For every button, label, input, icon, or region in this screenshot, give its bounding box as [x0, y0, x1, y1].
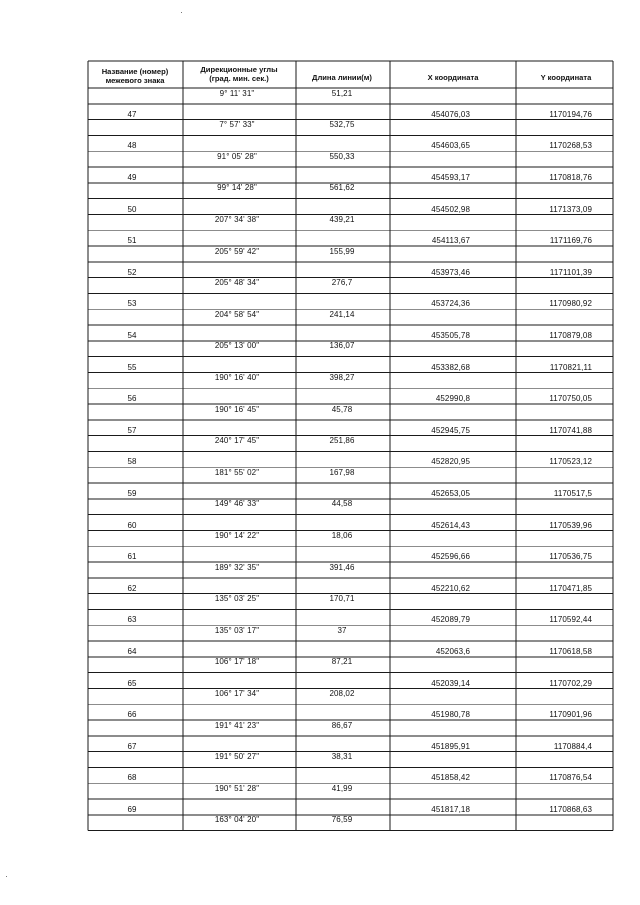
cell-point-number: 60: [127, 520, 137, 530]
cell-x-coordinate: 454502,98: [431, 204, 470, 214]
cell-line-length: 51,21: [331, 88, 353, 98]
cell-y-coordinate: 1170618,58: [549, 647, 592, 656]
cell-point-number: 62: [127, 583, 137, 593]
cell-line-length: 37: [337, 625, 347, 635]
cell-direction-angle: 190° 16' 45": [214, 404, 260, 414]
cell-point-number: 63: [127, 615, 137, 625]
cell-direction-angle: 190° 51' 28": [214, 783, 260, 793]
cell-line-length: 136,07: [329, 341, 355, 351]
cell-point-number: 55: [127, 362, 137, 372]
cell-y-coordinate: 1170702,29: [549, 678, 592, 688]
cell-y-coordinate: 1170868,63: [549, 805, 592, 814]
cell-direction-angle: 189° 32' 35": [214, 562, 260, 572]
cell-direction-angle: 9° 11' 31": [219, 88, 255, 98]
cell-x-coordinate: 452820,95: [431, 457, 470, 467]
cell-line-length: 532,75: [329, 120, 355, 130]
cell-point-number: 65: [127, 678, 137, 688]
cell-direction-angle: 190° 14' 22": [214, 530, 260, 540]
cell-y-coordinate: 1170879,08: [549, 331, 592, 340]
cell-point-number: 47: [127, 109, 137, 119]
cell-y-coordinate: 1170821,11: [549, 362, 592, 372]
cell-line-length: 170,71: [329, 594, 355, 604]
header-angle-line1: Дирекционные углы: [200, 65, 278, 74]
cell-x-coordinate: 451895,91: [431, 741, 470, 751]
cell-y-coordinate: 1170901,96: [549, 710, 592, 720]
cell-point-number: 52: [127, 267, 137, 277]
cell-x-coordinate: 452614,43: [431, 520, 470, 530]
cell-y-coordinate: 1171169,76: [549, 236, 592, 246]
cell-y-coordinate: 1170539,96: [549, 520, 592, 530]
cell-direction-angle: 163° 04' 20": [214, 815, 260, 825]
cell-line-length: 276,7: [331, 278, 353, 288]
cell-x-coordinate: 452596,66: [431, 552, 470, 562]
header-name: [92, 67, 178, 85]
cell-x-coordinate: 453505,78: [431, 331, 470, 340]
cell-y-coordinate: 1171373,09: [549, 204, 592, 214]
cell-y-coordinate: 1170471,85: [549, 583, 592, 593]
cell-line-length: 76,59: [331, 815, 353, 825]
cell-line-length: 87,21: [331, 657, 353, 667]
cell-y-coordinate: 1170536,75: [549, 552, 592, 562]
cell-point-number: 64: [127, 647, 137, 656]
cell-line-length: 398,27: [329, 372, 355, 382]
cell-direction-angle: 99° 14' 28": [217, 183, 257, 193]
cell-point-number: 69: [127, 805, 137, 814]
cell-point-number: 58: [127, 457, 137, 467]
cell-x-coordinate: 452653,05: [431, 489, 470, 498]
cell-point-number: 59: [127, 489, 137, 498]
cell-x-coordinate: 451817,18: [431, 805, 470, 814]
cell-direction-angle: 135° 03' 25": [214, 594, 260, 604]
header-length: Длина линии(м): [312, 73, 372, 82]
cell-line-length: 41,99: [331, 783, 353, 793]
header-angle-line2: (град. мин. сек.): [209, 74, 269, 83]
cell-x-coordinate: 453382,68: [431, 362, 470, 372]
cell-point-number: 66: [127, 710, 137, 720]
cell-line-length: 391,46: [329, 562, 355, 572]
cell-y-coordinate: 1170980,92: [549, 299, 592, 309]
cell-point-number: 54: [127, 331, 137, 340]
cell-x-coordinate: 452063,6: [435, 647, 470, 656]
cell-line-length: 208,02: [329, 688, 355, 698]
cell-y-coordinate: 1170818,76: [549, 173, 592, 182]
cell-y-coordinate: 1170876,54: [549, 773, 592, 783]
cell-x-coordinate: 452990,8: [435, 394, 470, 404]
cell-direction-angle: 205° 13' 00": [214, 341, 260, 351]
cell-direction-angle: 205° 48' 34": [214, 278, 260, 288]
cell-x-coordinate: 452039,14: [431, 678, 470, 688]
cell-point-number: 50: [127, 204, 137, 214]
cell-direction-angle: 191° 50' 27": [214, 752, 260, 762]
cell-point-number: 51: [127, 236, 137, 246]
cell-line-length: 167,98: [329, 467, 355, 477]
cell-x-coordinate: 451858,42: [431, 773, 470, 783]
cell-direction-angle: 205° 59' 42": [214, 246, 260, 256]
cell-line-length: 155,99: [329, 246, 355, 256]
header-angle: [184, 65, 294, 83]
cell-x-coordinate: 452210,62: [431, 583, 470, 593]
cell-line-length: 439,21: [329, 214, 355, 224]
cell-direction-angle: 149° 46' 33": [214, 499, 260, 509]
header-y: Y координата: [540, 73, 592, 82]
cell-y-coordinate: 1170592,44: [549, 615, 592, 625]
header-name-line2: межевого знака: [105, 76, 165, 85]
cell-direction-angle: 240° 17' 45": [214, 436, 260, 446]
cell-y-coordinate: 1170523,12: [549, 457, 592, 467]
cell-x-coordinate: 452089,79: [431, 615, 470, 625]
cell-x-coordinate: 453973,46: [431, 267, 470, 277]
cell-line-length: 241,14: [329, 309, 355, 319]
cell-y-coordinate: 1170750,05: [549, 394, 592, 404]
cell-x-coordinate: 451980,78: [431, 710, 470, 720]
cell-direction-angle: 191° 41' 23": [214, 720, 260, 730]
cell-line-length: 550,33: [329, 151, 355, 161]
cell-point-number: 67: [127, 741, 137, 751]
cell-point-number: 57: [127, 425, 137, 435]
cell-line-length: 561,62: [329, 183, 355, 193]
cell-x-coordinate: 452945,75: [431, 425, 470, 435]
scan-speck: [6, 876, 7, 877]
cell-direction-angle: 135° 03' 17": [214, 625, 260, 635]
cell-y-coordinate: 1170268,53: [549, 141, 592, 151]
cell-x-coordinate: 453724,36: [431, 299, 470, 309]
cell-x-coordinate: 454076,03: [431, 109, 470, 119]
cell-direction-angle: 207° 34' 38": [214, 214, 260, 224]
cell-y-coordinate: 1170884,4: [553, 741, 592, 751]
header-x: X координата: [427, 73, 479, 82]
cell-x-coordinate: 454593,17: [431, 173, 470, 182]
scan-speck: [181, 12, 182, 13]
cell-line-length: 251,86: [329, 436, 355, 446]
cell-point-number: 48: [127, 141, 137, 151]
cell-x-coordinate: 454603,65: [431, 141, 470, 151]
cell-line-length: 38,31: [331, 752, 353, 762]
cell-point-number: 68: [127, 773, 137, 783]
cell-direction-angle: 7° 57' 33": [219, 120, 255, 130]
cell-direction-angle: 181° 55' 02": [214, 467, 260, 477]
cell-line-length: 18,06: [331, 530, 353, 540]
cell-direction-angle: 190° 16' 40": [214, 372, 260, 382]
cell-point-number: 61: [127, 552, 137, 562]
cell-direction-angle: 91° 05' 28": [217, 151, 257, 161]
cell-direction-angle: 204° 58' 54": [214, 309, 260, 319]
cell-direction-angle: 106° 17' 34": [214, 688, 260, 698]
cell-y-coordinate: 1171101,39: [549, 267, 592, 277]
cell-y-coordinate: 1170194,76: [549, 109, 592, 119]
cell-y-coordinate: 1170517,5: [553, 489, 592, 498]
header-name-line1: Название (номер): [101, 67, 169, 76]
cell-line-length: 86,67: [331, 720, 353, 730]
cell-x-coordinate: 454113,67: [431, 236, 470, 246]
cell-line-length: 44,58: [331, 499, 353, 509]
cell-point-number: 53: [127, 299, 137, 309]
cell-point-number: 56: [127, 394, 137, 404]
cell-y-coordinate: 1170741,88: [549, 425, 592, 435]
cell-direction-angle: 106° 17' 18": [214, 657, 260, 667]
cell-line-length: 45,78: [331, 404, 353, 414]
cell-point-number: 49: [127, 173, 137, 182]
